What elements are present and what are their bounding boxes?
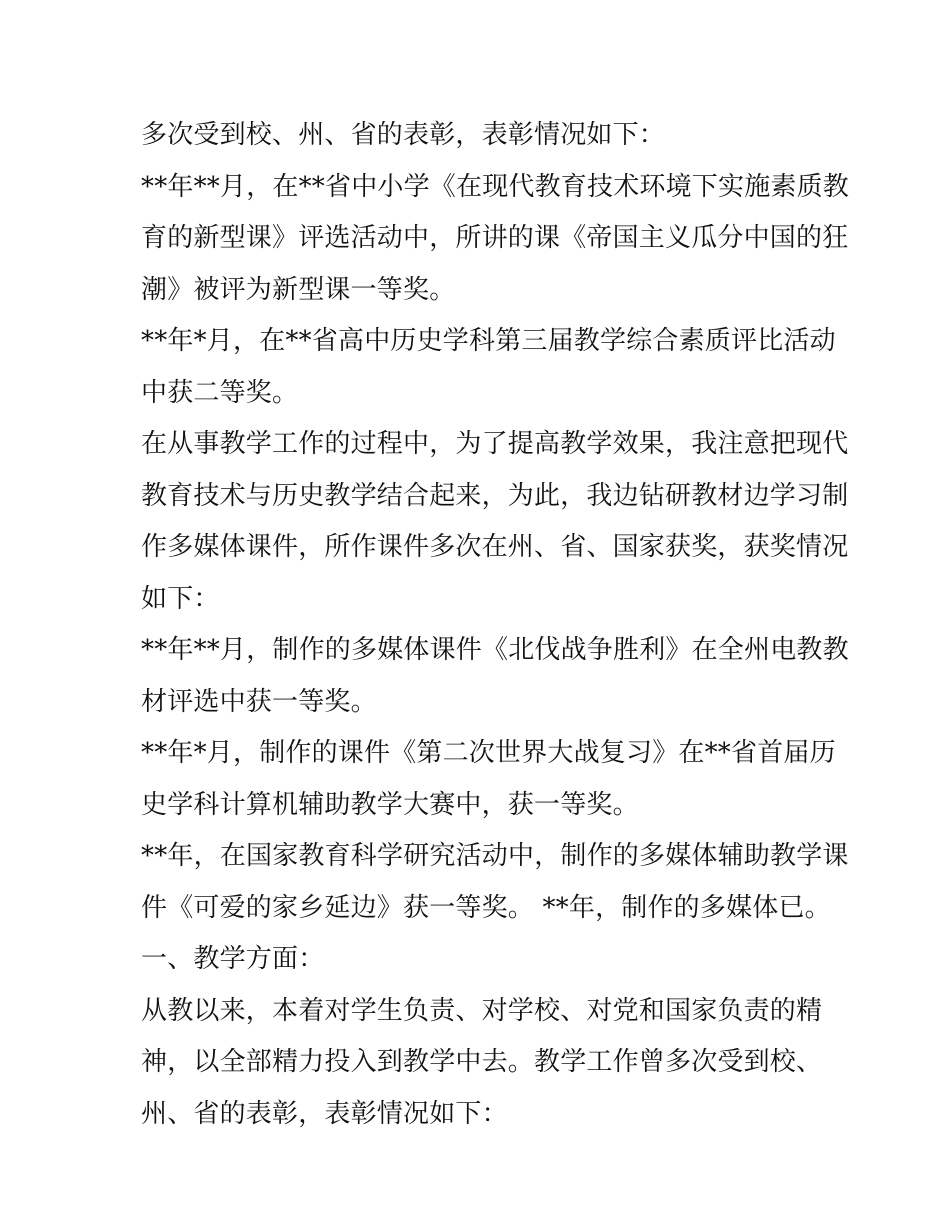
text-line: 州、省的表彰，表彰情况如下： — [141, 1098, 508, 1129]
text-line: 史学科计算机辅助教学大赛中，获一等奖。 — [141, 789, 639, 820]
text-line: 教育技术与历史教学结合起来，为此，我边钻研教材边学习制 — [141, 480, 849, 511]
text-line: 潮》被评为新型课一等奖。 — [141, 274, 456, 305]
text-line: **年，在国家教育科学研究活动中，制作的多媒体辅助教学课 — [141, 841, 849, 871]
text-line: 育的新型课》评选活动中，所讲的课《帝国主义瓜分中国的狂 — [141, 223, 849, 253]
text-line: **年*月，在**省高中历史学科第三届教学综合素质评比活动 — [141, 326, 836, 356]
text-line: 件《可爱的家乡延边》获一等奖。 **年，制作的多媒体已。 — [141, 892, 831, 923]
document-body — [141, 110, 850, 1140]
text-line: **年*月，制作的课件《第二次世界大战复习》在**省首届历 — [141, 738, 836, 768]
text-line: 从教以来，本着对学生负责、对学校、对党和国家负责的精 — [141, 995, 823, 1026]
text-line: 作多媒体课件，所作课件多次在州、省、国家获奖，获奖情况 — [141, 532, 849, 562]
text-line: 中获二等奖。 — [141, 377, 299, 408]
text-line: 多次受到校、州、省的表彰，表彰情况如下： — [141, 120, 666, 150]
text-line: 如下： — [141, 583, 220, 614]
text-line: 材评选中获一等奖。 — [141, 686, 377, 717]
text-line: 在从事教学工作的过程中，为了提高教学效果，我注意把现代 — [141, 429, 849, 459]
text-line: **年**月，在**省中小学《在现代教育技术环境下实施素质教 — [141, 171, 850, 202]
section-heading: 一、教学方面： — [141, 944, 325, 974]
text-line: 神，以全部精力投入到教学中去。教学工作曾多次受到校、 — [141, 1047, 823, 1077]
text-line: **年**月，制作的多媒体课件《北伐战争胜利》在全州电教教 — [141, 635, 849, 665]
